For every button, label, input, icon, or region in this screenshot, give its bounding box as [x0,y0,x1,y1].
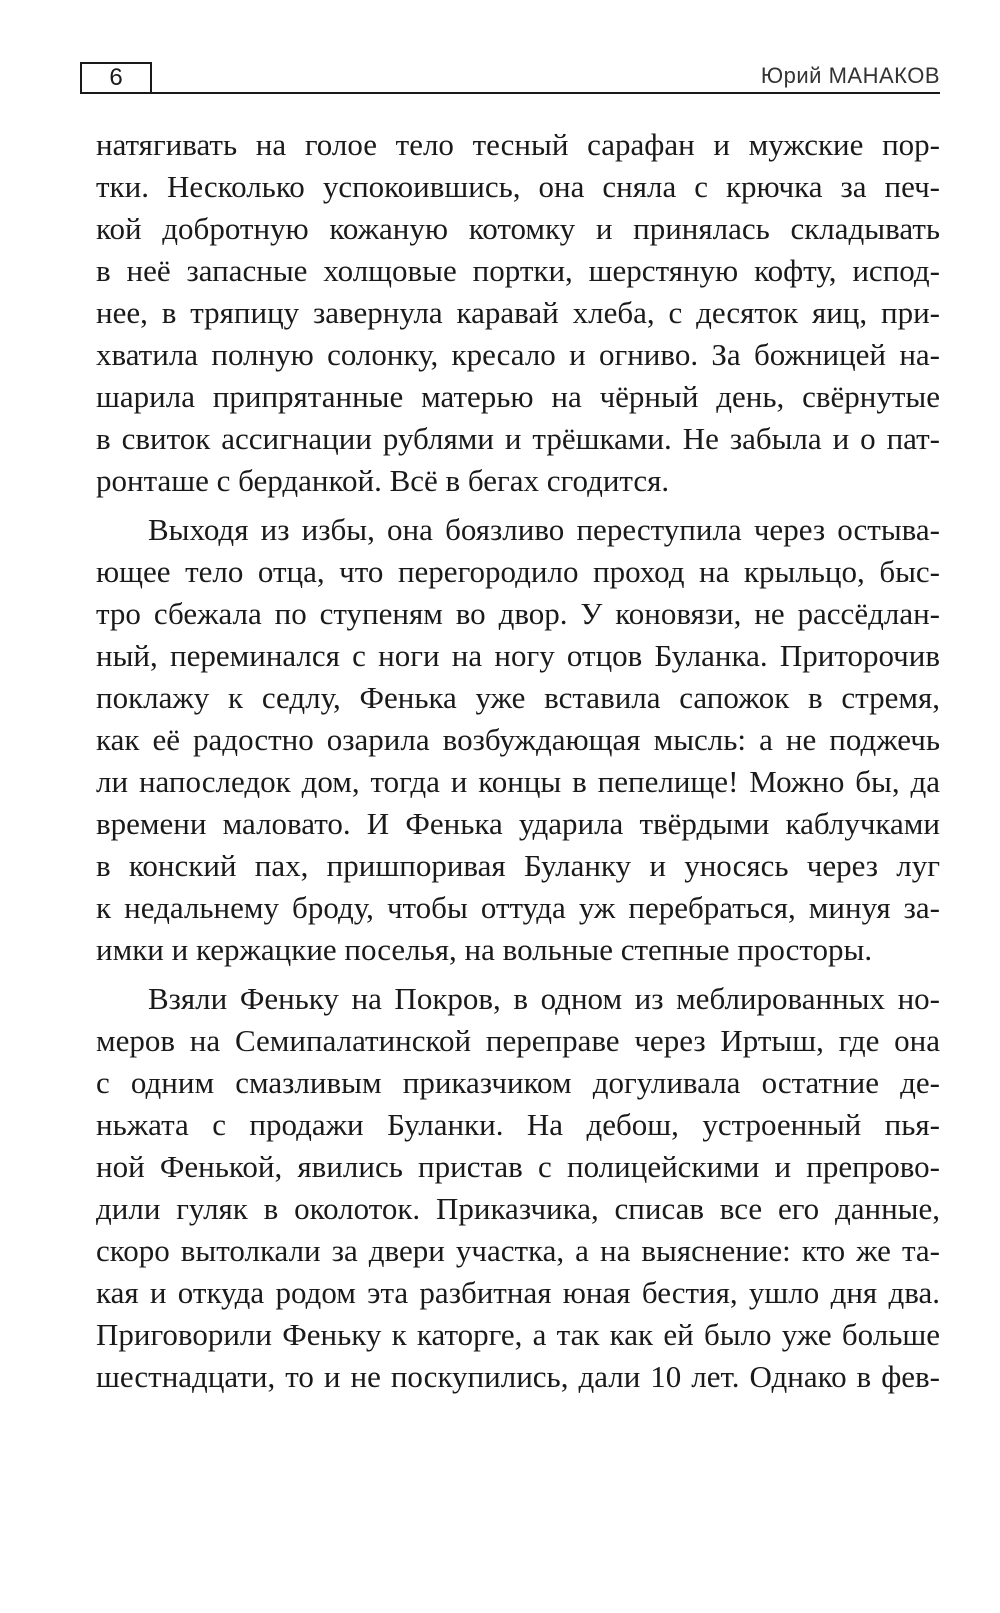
paragraph [96,124,940,502]
text-line: дили гуляк в околоток. Приказчика, списав все его данные, [96,1191,940,1226]
text-line: натягивать на голое тело тесный сарафан и мужские пор- [96,127,940,162]
body-text [96,124,940,1398]
paragraph [96,978,940,1398]
text-line: ньжата с продажи Буланки. На дебош, устроенный пья- [96,1107,940,1142]
running-head: Юрий МАНАКОВ [760,63,940,88]
page-number: 6 [109,64,123,91]
text-line: тки. Несколько успокоившись, она сняла с крючка за печ- [96,169,940,204]
text-line: шестнадцати, то и не поскупились, дали 10 лет. Однако в фев- [96,1359,940,1394]
text-line: скоро вытолкали за двери участка, а на выяснение: кто же та- [96,1233,940,1268]
text-line: в свиток ассигнации рублями и трёшками. Не забыла и о пат- [96,421,940,456]
page-header [80,62,940,96]
text-line: ный, переминался с ноги на ногу отцов Буланка. Приторочив [96,638,940,673]
text-line: в неё запасные холщовые портки, шерстяную кофту, испод- [96,253,940,288]
text-line: имки и кержацкие поселья, на вольные степные просторы. [96,932,873,967]
text-line: нее, в тряпицу завернула каравай хлеба, с десяток яиц, при- [96,295,940,330]
text-line: Приговорили Феньку к каторге, а так как ей было уже больше [96,1317,940,1352]
text-line: тро сбежала по ступеням во двор. У коновязи, не рассёдлан- [96,596,940,631]
text-line: ронташе с берданкой. Всё в бегах сгодится. [96,463,670,498]
text-line: в конский пах, пришпоривая Буланку и уносясь через луг [96,848,940,883]
text-line: с одним смазливым приказчиком догуливала остатние де- [96,1065,940,1100]
text-line: ющее тело отца, что перегородило проход на крыльцо, быс- [96,554,940,589]
text-line: кая и откуда родом эта разбитная юная бестия, ушло дня два. [96,1275,940,1310]
text-line: времени маловато. И Фенька ударила твёрдыми каблучками [96,806,940,841]
text-line: к недальнему броду, чтобы оттуда уж перебраться, минуя за- [96,890,940,925]
text-line: Выходя из избы, она боязливо переступила через остыва- [148,512,940,547]
header-rule [80,92,940,94]
text-line: поклажу к седлу, Фенька уже вставила сапожок в стремя, [96,680,940,715]
text-line: кой добротную кожаную котомку и принялась складывать [96,211,940,246]
text-line: хватила полную солонку, кресало и огниво. За божницей на- [96,337,940,372]
text-line: Взяли Феньку на Покров, в одном из меблированных но- [148,981,940,1016]
text-line: шарила припрятанные матерью на чёрный день, свёрнутые [96,379,940,414]
text-line: меров на Семипалатинской переправе через Иртыш, где она [96,1023,940,1058]
text-line: как её радостно озарила возбуждающая мысль: а не поджечь [96,722,940,757]
paragraph [96,509,940,971]
text-line: ли напоследок дом, тогда и концы в пепелище! Можно бы, да [96,764,940,799]
text-line: ной Фенькой, явились пристав с полицейскими и препрово- [96,1149,940,1184]
